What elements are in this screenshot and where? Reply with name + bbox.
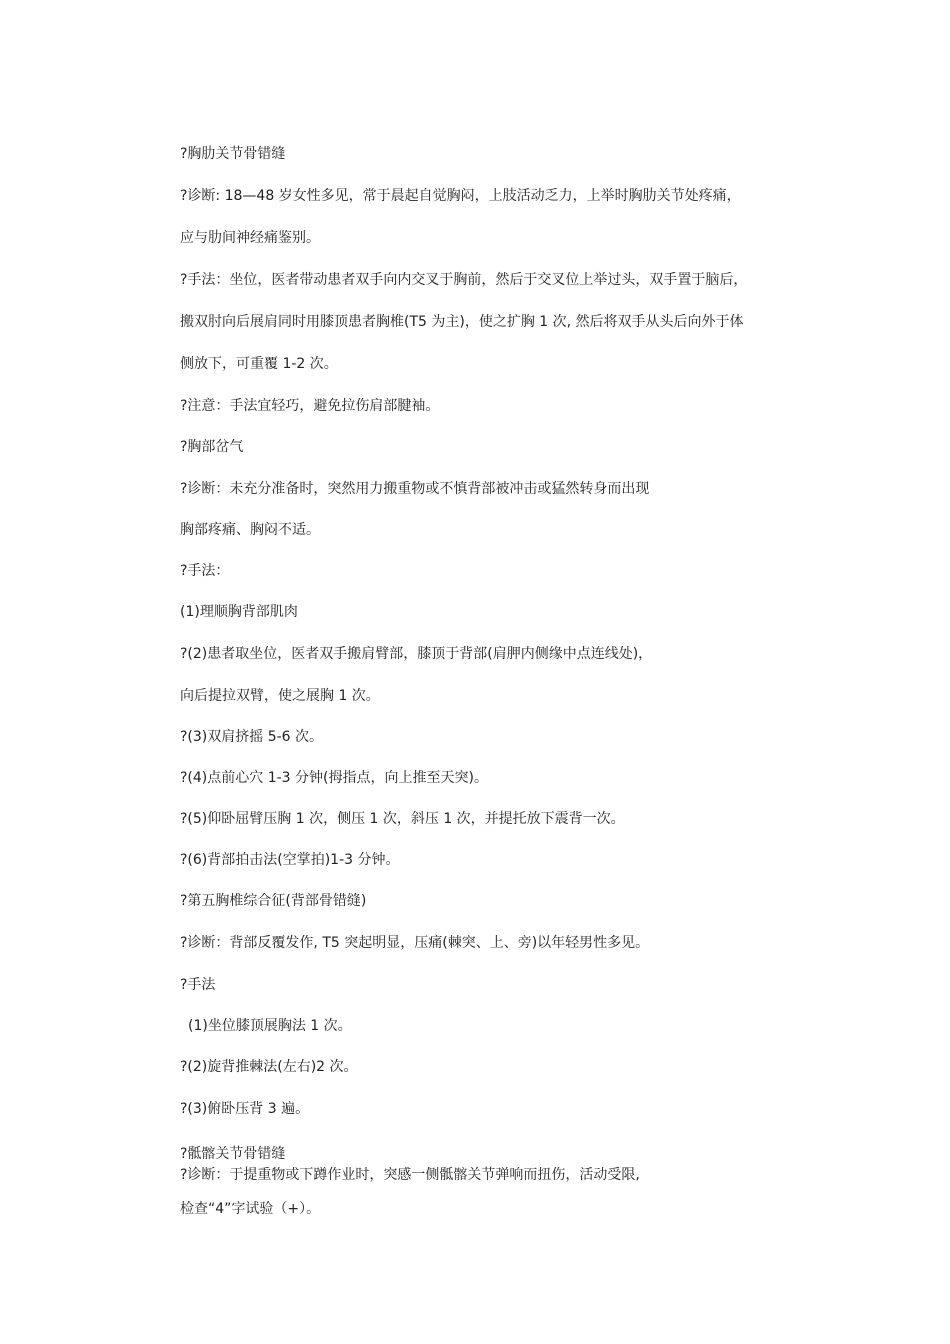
- paragraph-line: ?诊断: 18—48 岁女性多见，常于晨起自觉胸闷，上肢活动乏力，上举时胸肋关节处疼痛，: [180, 188, 741, 204]
- paragraph-line: ?诊断：于提重物或下蹲作业时，突感一侧骶髂关节弹响而扭伤，活动受限,: [180, 1167, 640, 1183]
- paragraph-line: ?手法：: [180, 563, 230, 579]
- paragraph-line: 应与肋间神经痛鉴别。: [180, 230, 320, 246]
- list-item: ?(3)俯卧压背 3 遍。: [180, 1101, 310, 1117]
- paragraph-line: ?手法: [180, 977, 216, 993]
- paragraph-line: ?诊断：未充分准备时，突然用力搬重物或不慎背部被冲击或猛然转身而出现: [180, 481, 650, 497]
- list-item: ?(2)旋背推棘法(左右)2 次。: [180, 1059, 358, 1075]
- paragraph-line: 胸部疼痛、胸闷不适。: [180, 522, 320, 538]
- list-item: ?(6)背部拍击法(空掌拍)1-3 分钟。: [180, 852, 400, 868]
- list-item: (1)理顺胸背部肌肉: [180, 604, 298, 620]
- paragraph-line: 搬双肘向后展肩同时用膝顶患者胸椎(T5 为主)，使之扩胸 1 次, 然后将双手从头后向外于体: [180, 314, 744, 330]
- heading-chest-qi: ?胸部岔气: [180, 439, 244, 455]
- heading-costosternal-joint: ?胸肋关节骨错缝: [180, 146, 286, 162]
- list-item: ?(3)双肩挤摇 5-6 次。: [180, 729, 324, 745]
- list-item: ?(5)仰卧屈臂压胸 1 次，侧压 1 次，斜压 1 次，并提托放下震背一次。: [180, 811, 625, 827]
- paragraph-line: 侧放下，可重覆 1-2 次。: [180, 356, 338, 372]
- paragraph-line: ?注意：手法宜轻巧，避免拉伤肩部腱袖。: [180, 398, 440, 414]
- list-item: (1)坐位膝顶展胸法 1 次。: [188, 1018, 352, 1034]
- paragraph-line: ?手法：坐位，医者带动患者双手向内交叉于胸前，然后于交叉位上举过头，双手置于脑后，: [180, 272, 748, 288]
- list-item: ?(4)点前心穴 1-3 分钟(拇指点，向上推至天突)。: [180, 770, 488, 786]
- paragraph-line: ?诊断：背部反覆发作, T5 突起明显，压痛(棘突、上、旁)以年轻男性多见。: [180, 935, 650, 951]
- heading-t5-syndrome: ?第五胸椎综合征(背部骨错缝): [180, 893, 367, 909]
- paragraph-line: 检查“4”字试验（+）。: [180, 1201, 321, 1217]
- heading-sacroiliac-joint: ?骶髂关节骨错缝: [180, 1146, 286, 1162]
- list-item: ?(2)患者取坐位，医者双手搬肩臂部，膝顶于背部(肩胛内侧缘中点连线处)，: [180, 646, 653, 662]
- paragraph-line: 向后提拉双臂，使之展胸 1 次。: [180, 688, 380, 704]
